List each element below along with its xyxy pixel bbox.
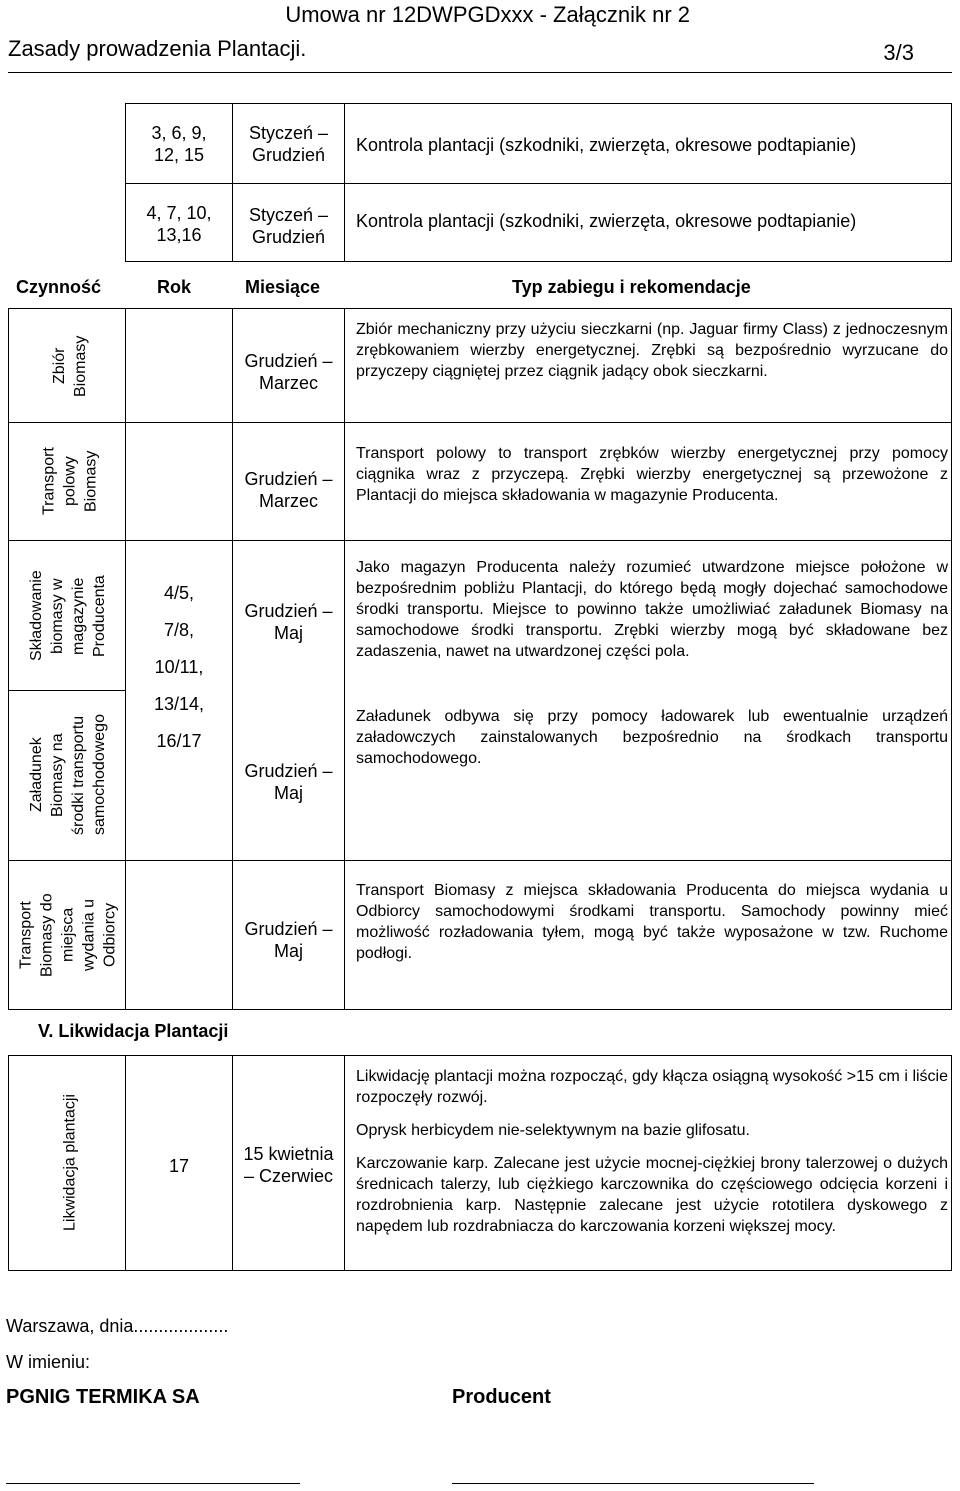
- activity-label: Transport polowy Biomasy: [40, 447, 100, 515]
- recommendation-text: Transport polowy to transport zrębków wierzby energetycznej przy pomocy ciągnika wraz z przyczepą. Zrębki wierzby energetycznej są przewożone z Plantacji do miejsca składowania w magazynie Producenta.: [356, 445, 948, 504]
- divider: [125, 308, 126, 1010]
- on-behalf-label: W imieniu:: [6, 1352, 91, 1372]
- months-cell: Styczeń – Grudzień: [248, 123, 329, 165]
- signatory-producer: Producent: [452, 1386, 551, 1408]
- months-cell: Grudzień – Maj: [244, 601, 333, 643]
- section-heading-text: V. Likwidacja Plantacji: [38, 1021, 229, 1041]
- paragraph: Oprysk herbicydem nie-selektywnym na bazie glifosatu.: [356, 1122, 750, 1139]
- page-number: 3/3: [883, 40, 914, 65]
- column-header-year: Rok: [157, 277, 192, 297]
- years-cell: [127, 575, 231, 760]
- months-cell: Styczeń – Grudzień: [248, 205, 329, 247]
- divider: [344, 308, 345, 1010]
- recommendation-text: Transport Biomasy z miejsca składowania Producenta do miejsca wydania u Odbiorcy samochodowymi środkami transportu. Samochody powinny mieć możliwość rozładowania tyłem, mogą być także wyposażone w tzw. Ruchome podłogi.: [356, 882, 948, 962]
- place-date: Warszawa, dnia...................: [6, 1316, 229, 1336]
- year-item: 16/17: [156, 731, 202, 751]
- activity-label: Likwidacja plantacji: [61, 1094, 79, 1232]
- months-cell: Grudzień – Maj: [244, 919, 333, 961]
- year-item: 4/5,: [163, 583, 195, 603]
- divider: [8, 860, 952, 861]
- contract-number: Umowa nr 12DWPGDxxx - Załącznik nr 2: [285, 2, 690, 27]
- activity-label: Zbiór Biomasy: [51, 335, 89, 397]
- months-cell: Grudzień – Marzec: [244, 469, 333, 511]
- column-header-type: Typ zabiegu i rekomendacje: [512, 277, 751, 297]
- activity-label: Transport Biomasy do miejsca wydania u Odbiorcy: [17, 893, 119, 977]
- year-item: 7/8,: [163, 620, 195, 640]
- recommendation-text: Załadunek odbywa się przy pomocy ładowarek lub ewentualnie urządzeń załadowczych zainstalowanych bezpośrednio na środkach transportu samochodowego.: [356, 708, 948, 767]
- column-header-months: Miesiące: [245, 277, 321, 297]
- section-heading: [38, 1020, 228, 1042]
- recommendation-text: Kontrola plantacji (szkodniki, zwierzęta, okresowe podtapianie): [356, 211, 857, 231]
- months-cell: Grudzień – Marzec: [244, 351, 333, 393]
- paragraph: Likwidację plantacji można rozpocząć, gdy kłącza osiągną wysokość >15 cm i liście rozpoczęły rozwój.: [356, 1068, 948, 1106]
- column-header-activity: Czynność: [16, 277, 102, 297]
- document-title: Zasady prowadzenia Plantacji.: [8, 36, 307, 61]
- paragraph: Karczowanie karp. Zalecane jest użycie mocnej-ciężkiej brony talerzowej o dużych średnicach talerzy, lub ciężkiego karczownika do częściowego odcięcia korzeni i rozdrobnienia karp. Następnie zalecane jest użycie rototilera dyskowego z napędem lub rozdrabniacza do karczowania korzeni większej mocy.: [356, 1155, 948, 1235]
- signature-line: [6, 1483, 300, 1484]
- signatory-company: PGNIG TERMIKA SA: [6, 1386, 200, 1408]
- header-rule: [8, 72, 952, 73]
- recommendation-text: Jako magazyn Producenta należy rozumieć utwardzone miejsce położone w bezpośrednim pobliżu Plantacji, do którego będą mogły dojechać samochodowe środki transportu. Miejsce to powinno także umożliwiać załadunek Biomasy na samochodowe środki transportu. Zrębki wierzby mogą być składowane bez zadaszenia, nawet na utwardzonej części pola.: [356, 559, 948, 660]
- activity-label: Załadunek Biomasy na środki transportu samochodowego: [28, 714, 108, 836]
- divider: [125, 183, 952, 184]
- years-cell: 3, 6, 9, 12, 15: [151, 123, 207, 165]
- signature-line: [452, 1483, 814, 1484]
- months-cell: Grudzień – Maj: [244, 761, 333, 803]
- year-item: 10/11,: [154, 657, 204, 677]
- recommendation-text: [356, 1066, 948, 1237]
- year-cell: 17: [168, 1156, 190, 1176]
- years-cell: 4, 7, 10, 13,16: [146, 203, 212, 245]
- months-cell: 15 kwietnia – Czerwiec: [243, 1144, 334, 1186]
- divider: [232, 308, 233, 1010]
- recommendation-text: Kontrola plantacji (szkodniki, zwierzęta, okresowe podtapianie): [356, 135, 857, 155]
- activity-label: Składowanie biomasy w magazynie Producenta: [28, 570, 108, 662]
- divider: [8, 690, 125, 691]
- divider: [232, 1055, 233, 1271]
- recommendation-text: Zbiór mechaniczny przy użyciu sieczkarni (np. Jaguar firmy Class) z jednoczesnym zrębkowaniem wierzby energetycznej. Zrębki są bezpośrednio wyrzucane do przyczepy ciągniętej przez ciągnik jadący obok sieczkarni.: [356, 321, 948, 380]
- divider: [8, 540, 952, 541]
- year-item: 13/14,: [153, 694, 205, 714]
- divider: [8, 422, 952, 423]
- divider: [344, 1055, 345, 1271]
- divider: [125, 1055, 126, 1271]
